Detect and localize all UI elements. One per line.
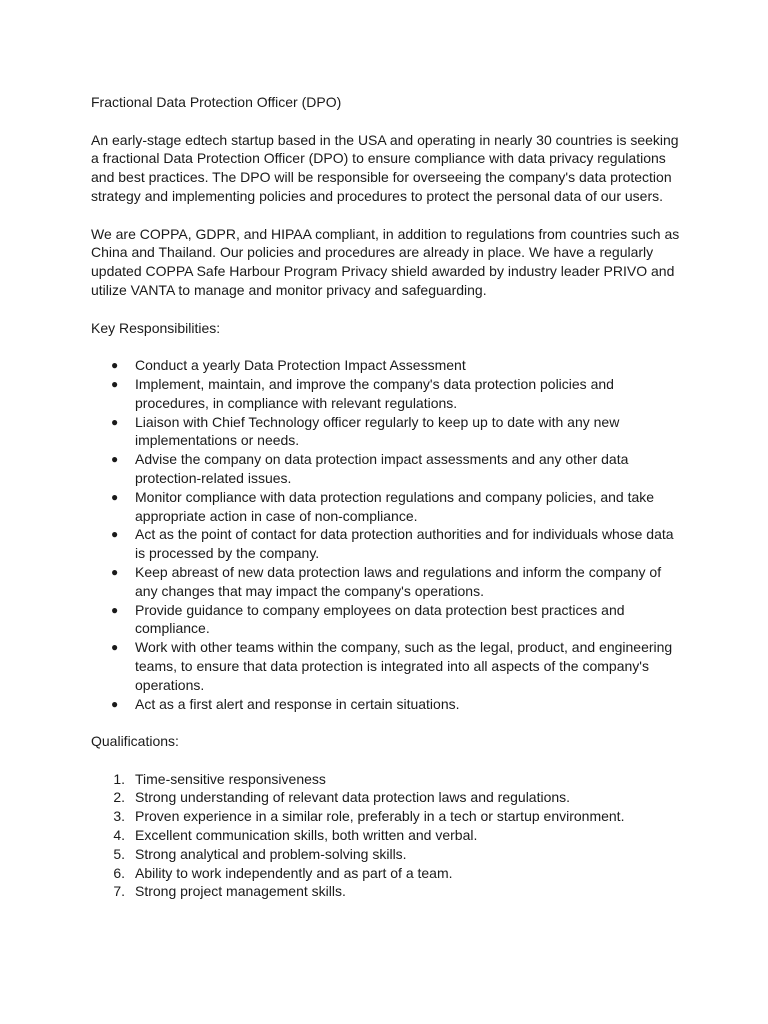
bullet-icon: ● [111,414,119,429]
list-number: 4. [113,827,125,844]
list-number: 2. [113,789,125,806]
bullet-icon: ● [111,602,119,617]
list-item [91,375,681,413]
list-item-text: Act as a first alert and response in certain situations. [135,695,460,712]
list-number: 3. [113,808,125,825]
list-item-text: Ability to work independently and as part of a team. [135,864,453,881]
intro-paragraph: An early-stage edtech startup based in the USA and operating in nearly 30 countries is seeking a fractional Data Protection Officer (DPO) to ensure compliance with data privacy regulations and best practices. The DPO will be responsible for overseeing the company's data protection strategy and implementing policies and procedures to protect the personal data of our users. [91,131,679,204]
list-item-text: Excellent communication skills, both written and verbal. [135,827,478,844]
list-item [91,638,681,694]
bullet-icon: ● [111,489,119,504]
list-item-text: Work with other teams within the company, such as the legal, product, and engineering teams, to ensure that data protection is integrated into all aspects of the company's operations. [135,639,673,693]
compliance-paragraph: We are COPPA, GDPR, and HIPAA compliant, in addition to regulations from countries such as China and Thailand. Our policies and procedures are already in place. We have a regularly updated COPPA Safe Harbour Program Privacy shield awarded by industry leader PRIVO and utilize VANTA to manage and monitor privacy and safeguarding. [91,225,680,298]
list-item [91,413,681,451]
document-page [91,93,681,901]
list-item [91,563,681,601]
list-item-text: Advise the company on data protection impact assessments and any other data protection-related issues. [135,451,629,486]
list-item [91,826,681,845]
bullet-icon: ● [111,527,119,542]
list-item [91,525,681,563]
list-item [91,770,681,789]
list-number: 5. [113,845,125,862]
list-item-text: Liaison with Chief Technology officer regularly to keep up to date with any new implementations or needs. [135,413,620,449]
list-item [91,488,681,526]
list-item-text: Provide guidance to company employees on data protection best practices and compliance. [135,601,625,637]
list-number: 7. [113,883,125,900]
list-item [91,845,681,864]
list-item [91,695,681,714]
responsibilities-list [91,356,681,713]
list-item-text: Strong understanding of relevant data protection laws and regulations. [135,789,571,806]
list-item-text: Time-sensitive responsiveness [135,770,326,787]
list-item [91,882,681,901]
bullet-icon: ● [111,358,119,373]
list-item [91,601,681,639]
list-item-text: Strong analytical and problem-solving skills. [135,845,407,862]
qualifications-heading: Qualifications: [91,733,179,750]
bullet-icon: ● [111,376,119,391]
list-item-text: Implement, maintain, and improve the company's data protection policies and procedures, in compliance with relevant regulations. [135,375,614,411]
list-item-text: Conduct a yearly Data Protection Impact Assessment [135,357,466,374]
list-item [91,864,681,883]
list-item-text: Proven experience in a similar role, preferably in a tech or startup environment. [135,808,625,825]
list-number: 6. [113,864,125,881]
bullet-icon: ● [111,452,119,467]
list-item [91,450,681,488]
list-item-text: Keep abreast of new data protection laws and regulations and inform the company of any changes that may impact the company's operations. [135,563,662,599]
list-item-text: Monitor compliance with data protection regulations and company policies, and take appropriate action in case of non-compliance. [135,488,655,524]
list-number: 1. [113,770,125,787]
bullet-icon: ● [111,640,119,655]
list-item [91,356,681,375]
list-item-text: Act as the point of contact for data protection authorities and for individuals whose data is processed by the company. [135,526,674,562]
bullet-icon: ● [111,564,119,579]
list-item [91,807,681,826]
list-item [91,788,681,807]
bullet-icon: ● [111,696,119,711]
qualifications-list [91,770,681,902]
responsibilities-heading: Key Responsibilities: [91,319,221,336]
list-item-text: Strong project management skills. [135,883,346,900]
document-title: Fractional Data Protection Officer (DPO) [91,94,342,110]
